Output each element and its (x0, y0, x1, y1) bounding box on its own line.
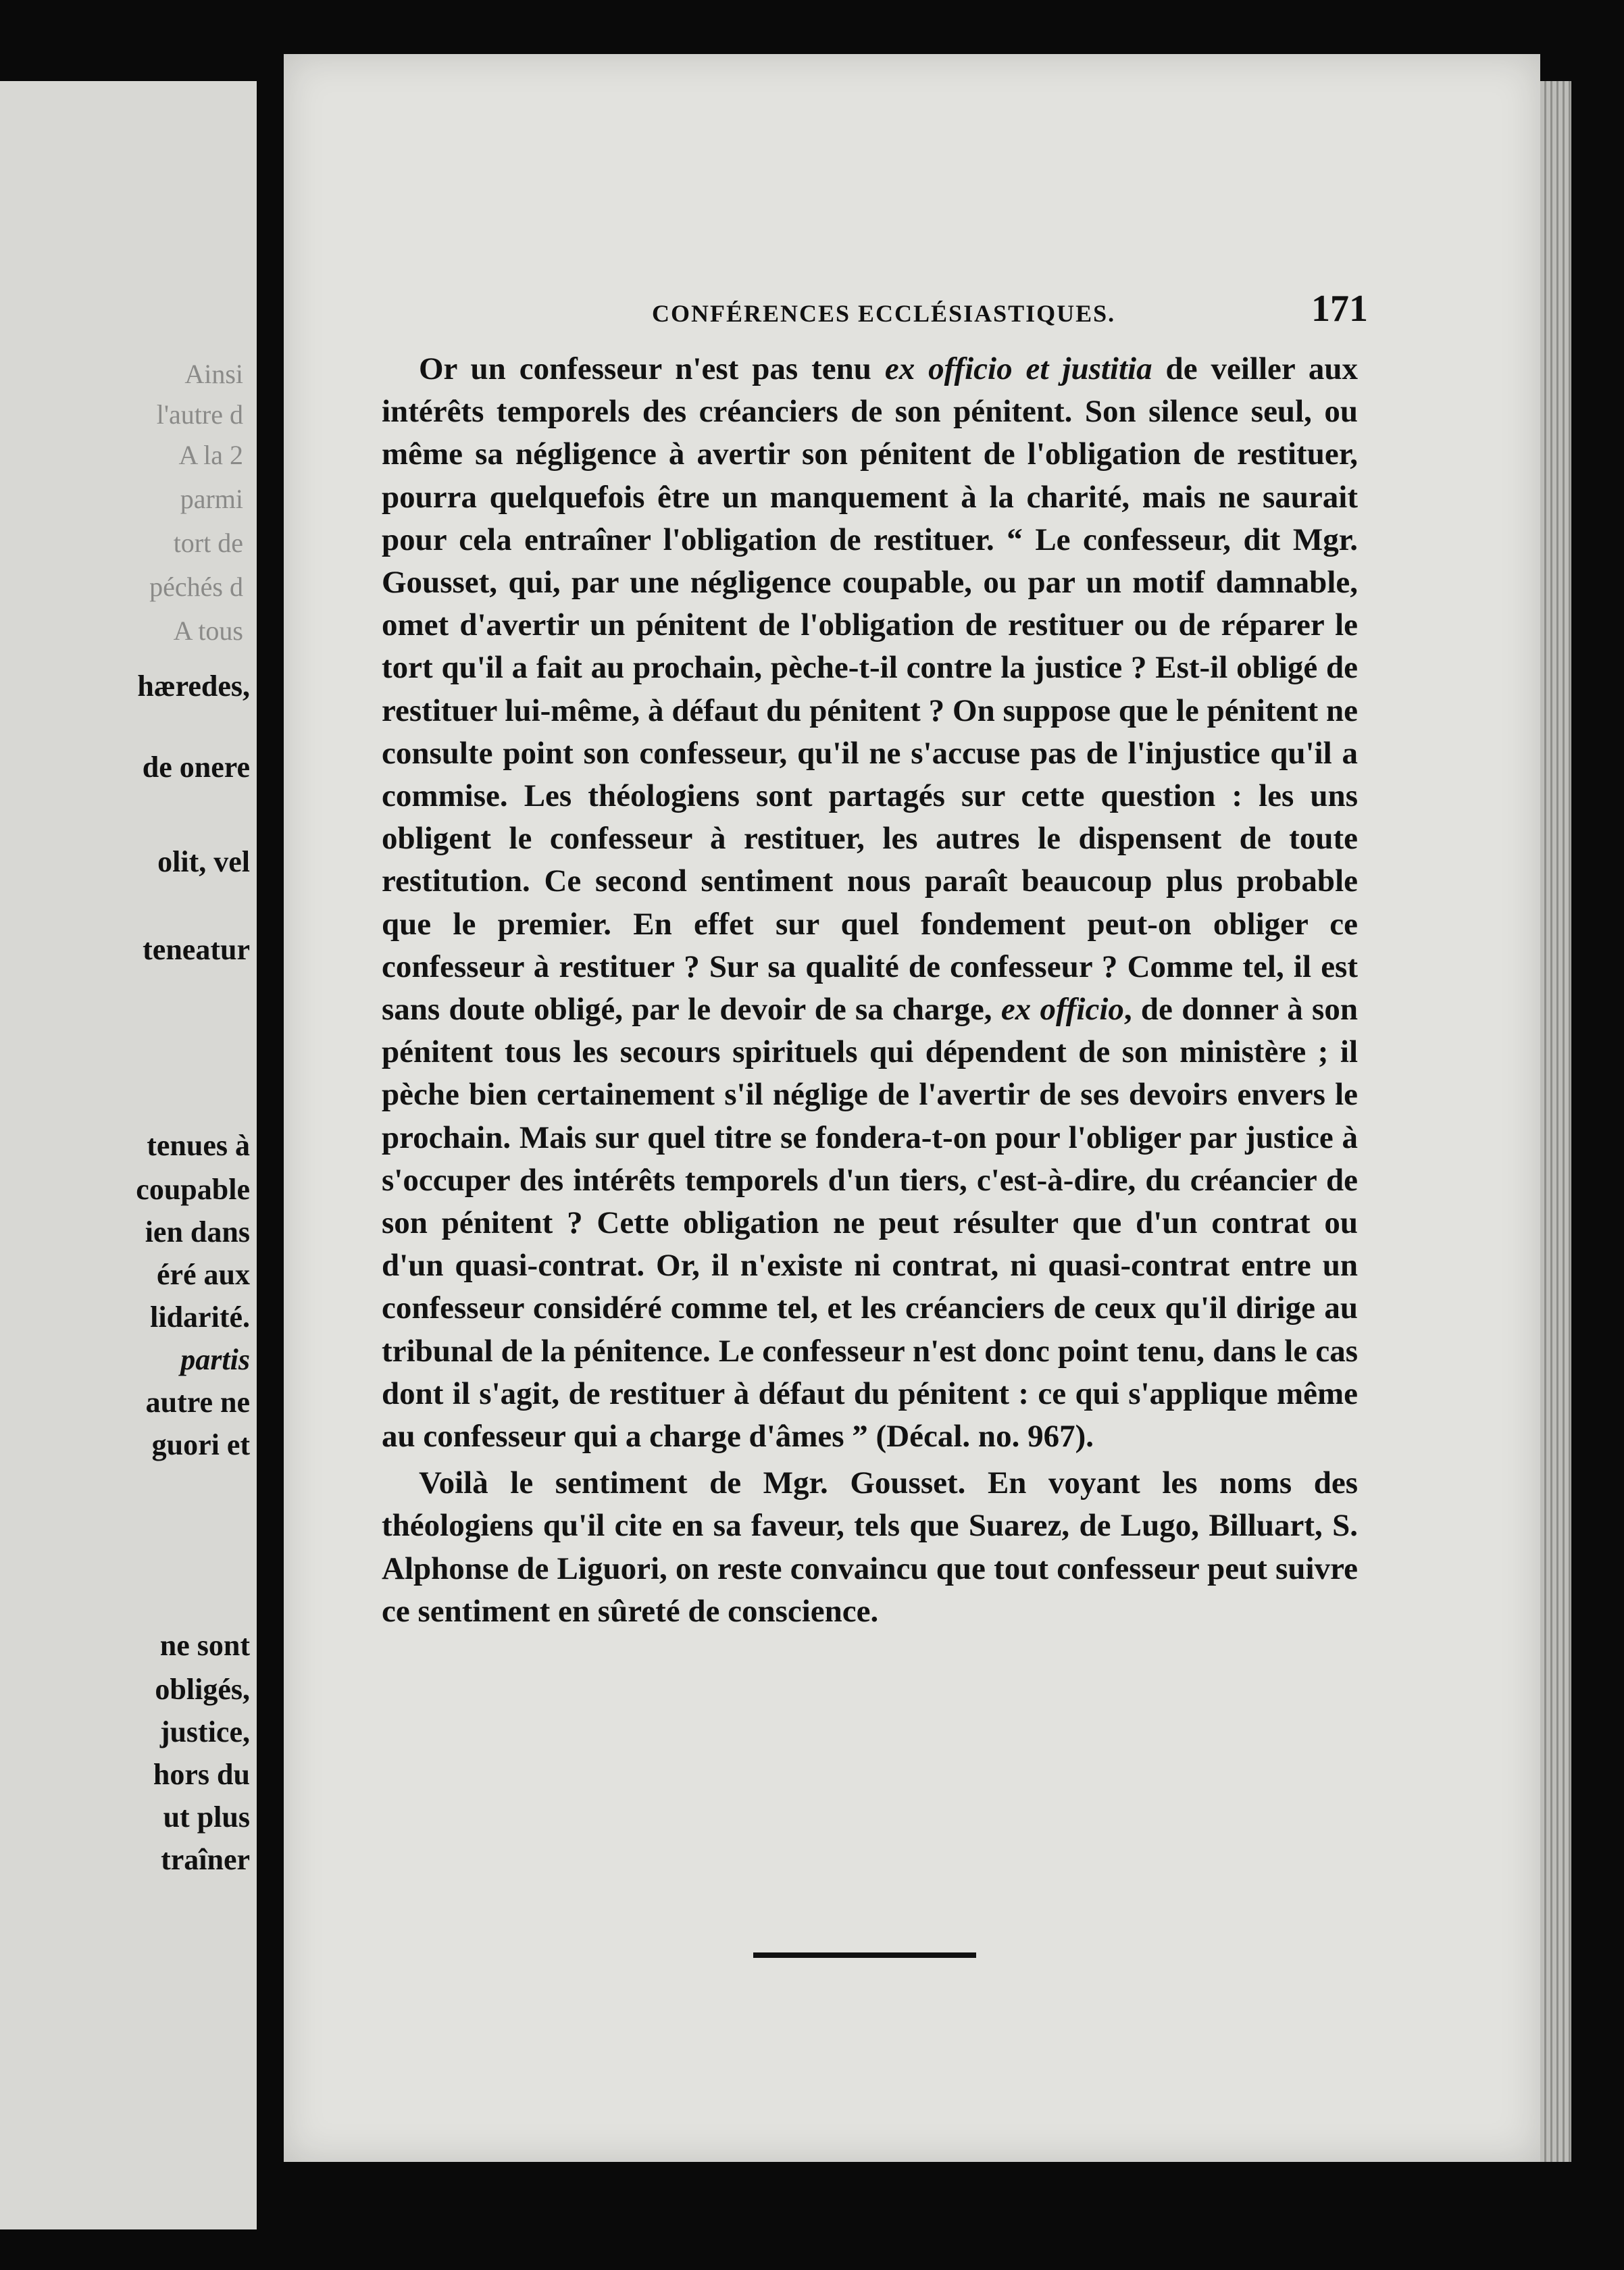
fragment-line: éré aux (156, 1258, 250, 1291)
fragment-line: guori et (151, 1428, 250, 1461)
paragraph: Or un confesseur n'est pas tenu ex officio et justitia de veiller aux intérêts temporels des créanciers de son pénitent. Son silence seul, ou même sa négligence à avertir son pénitent de l'obligation de restituer, pourra quelquefois être un manquement à la charité, mais ne saurait pour cela entraîner l'obligation de restituer. “ Le confesseur, dit Mgr. Gousset, qui, par une négligence coupable, ou par un motif damnable, omet d'avertir un pénitent de l'obligation de restituer ou de réparer le tort qu'il a fait au prochain, pèche-t-il contre la justice ? Est-il obligé de restituer lui-même, à défaut du pénitent ? On suppose que le pénitent ne consulte point son confesseur, qu'il ne s'accuse pas de l'injustice qu'il a commise. Les théologiens sont partagés sur cette question : les uns obligent le confesseur à restituer, les autres le dispensent de toute restitution. Ce second sentiment nous paraît beaucoup plus probable que le premier. En effet sur quel fondement peut-on obliger ce confesseur à restituer ? Sur sa qualité de confesseur ? Comme tel, il est sans doute obligé, par le devoir de sa charge, ex officio, de donner à son pénitent tous les secours spirituels qui dépendent de son ministère ; il pèche bien certainement s'il néglige de l'avertir de ses devoirs envers le prochain. Mais sur quel titre se fondera-t-on pour l'obliger par justice à s'occuper des intérêts temporels d'un tiers, c'est-à-dire, du créancier de son pénitent ? Cette obligation ne peut résulter que d'un contrat ou d'un quasi-contrat. Or, il n'existe ni contrat, ni quasi-contrat entre un confesseur considéré comme tel, et les créanciers de ceux qu'il dirige au tribunal de la pénitence. Le confesseur n'est donc point tenu, dans le cas dont il s'agit, de restituer à défaut du pénitent : ce qui s'applique même au confesseur qui a charge d'âmes ” (Décal. no. 967). (382, 351, 1358, 1455)
fragment-line: coupable (136, 1173, 250, 1206)
fragment-line: tenues à (147, 1129, 250, 1162)
page-header (368, 287, 1368, 328)
faint-text: l'autre d (156, 399, 243, 430)
fragment-line: obligés, (155, 1673, 250, 1706)
body-text (382, 348, 1358, 1633)
faint-text: tort de (173, 528, 243, 558)
faint-text: péchés d (149, 572, 243, 602)
fragment-line: ne sont (159, 1629, 250, 1662)
fragment-line: ut plus (163, 1800, 250, 1834)
paragraph: Voilà le sentiment de Mgr. Gousset. En voyant les noms des théologiens qu'il cite en sa faveur, tels que Suarez, de Lugo, Billuart, S. Alphonse de Liguori, on reste convaincu que tout confesseur peut suivre ce sentiment en sûreté de conscience. (382, 1465, 1358, 1629)
page-number: 171 (1311, 288, 1368, 330)
faint-text: Ainsi (184, 359, 243, 389)
fragment-line: de onere (142, 751, 250, 784)
faint-text: A tous (173, 615, 243, 646)
fragment-line: traîner (161, 1843, 250, 1876)
fragment-line: partis (180, 1343, 250, 1376)
running-head: CONFÉRENCES ECCLÉSIASTIQUES. (652, 300, 1116, 327)
latin-phrase: ex officio (1000, 992, 1124, 1028)
fragment-line: olit, vel (157, 845, 250, 878)
facing-page-fragment (0, 81, 257, 2229)
faint-text: parmi (180, 484, 243, 514)
fragment-line: justice, (159, 1715, 250, 1748)
closing-rule (753, 1952, 976, 1958)
fragment-line: ien dans (145, 1215, 250, 1248)
page-edges (1540, 81, 1571, 2162)
fragment-line: lidarité. (150, 1301, 250, 1334)
fragment-line: teneatur (143, 933, 250, 966)
fragment-line: autre ne (145, 1386, 250, 1419)
fragment-line: hæredes, (137, 670, 250, 703)
latin-phrase: ex officio et justitia (884, 351, 1152, 386)
book-gutter (257, 68, 284, 2229)
faint-text: A la 2 (178, 440, 243, 470)
fragment-line: hors du (153, 1758, 250, 1791)
